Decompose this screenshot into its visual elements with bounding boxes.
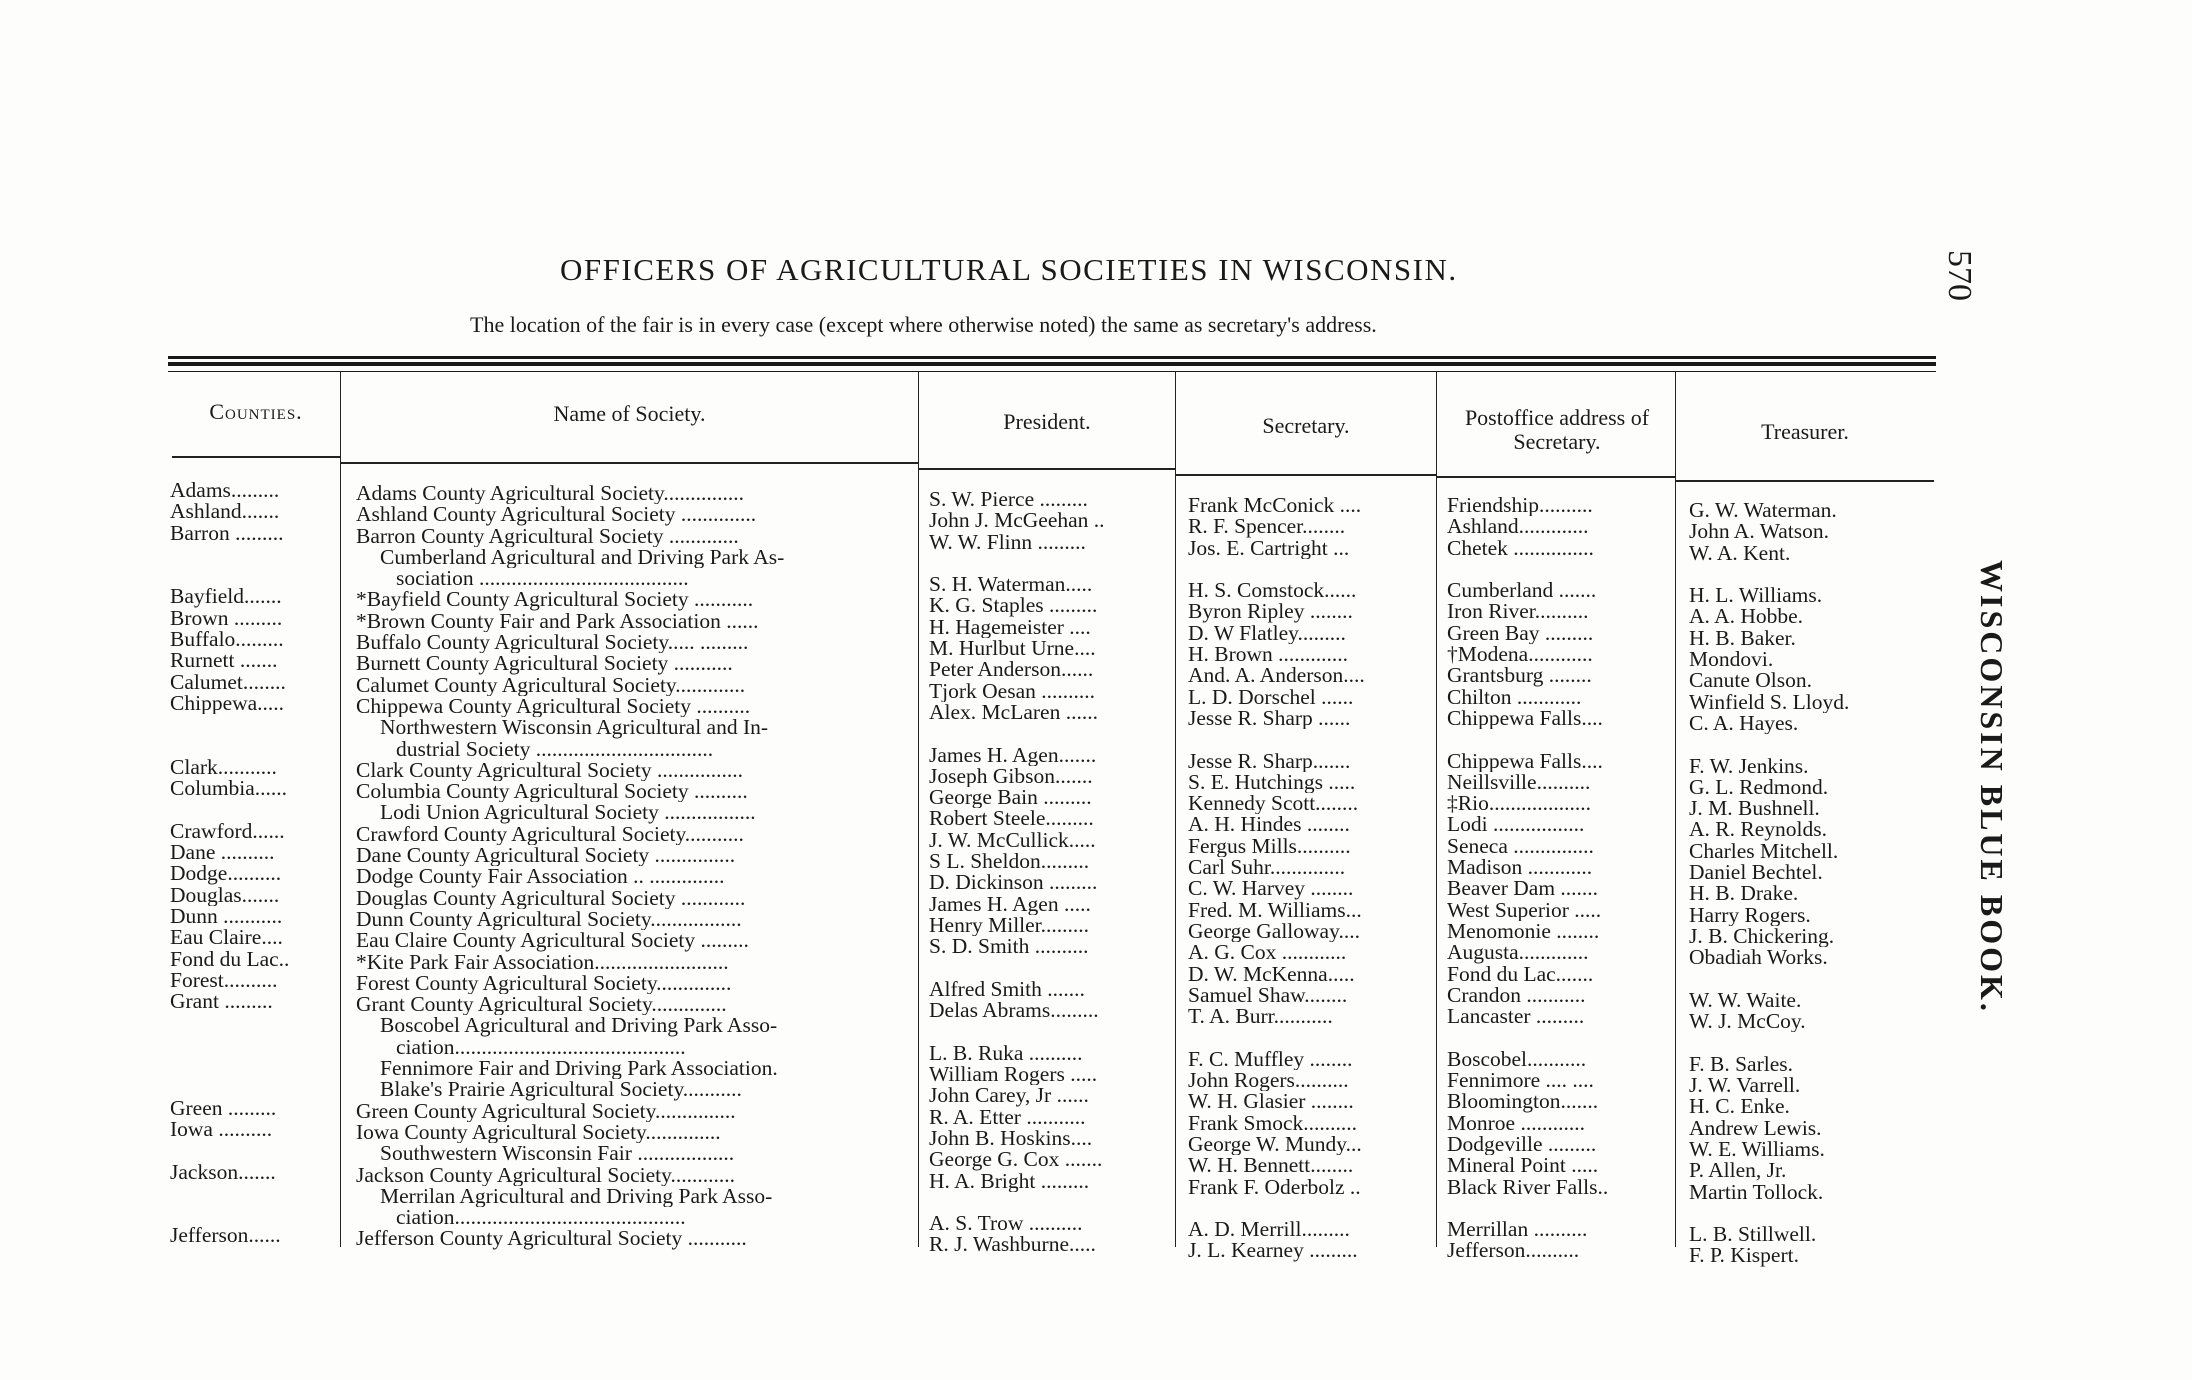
- society-cell: Buffalo County Agricultural Society..... .........: [356, 632, 749, 654]
- header-postoffice: Postoffice address of Secretary.: [1464, 405, 1650, 454]
- secretary-cell: And. A. Anderson....: [1188, 665, 1365, 687]
- president-cell: Alfred Smith .......: [929, 978, 1085, 1001]
- president-cell: Henry Miller.........: [929, 914, 1090, 937]
- treasurer-cell: W. J. McCoy.: [1689, 1011, 1806, 1033]
- treasurer-cell: H. L. Williams.: [1689, 585, 1823, 607]
- postoffice-cell: Grantsburg ........: [1447, 665, 1592, 687]
- society-cell: *Brown County Fair and Park Association ......: [356, 610, 759, 633]
- society-cell: sociation .......................................: [396, 568, 689, 590]
- treasurer-cell: [1689, 1203, 1933, 1224]
- secretary-cell: J. L. Kearney .........: [1188, 1240, 1358, 1262]
- president-cell: W. W. Flinn .........: [929, 531, 1086, 553]
- county-cell: [170, 714, 338, 735]
- secretary-cell: S. E. Hutchings .....: [1188, 771, 1356, 794]
- society-cell: *Kite Park Fair Association.........................: [356, 951, 729, 973]
- county-cell: Fond du Lac..: [170, 948, 290, 970]
- treasurer-cell: F. B. Sarles.: [1689, 1053, 1793, 1076]
- header-rule: [1676, 480, 1934, 482]
- treasurer-cell: Harry Rogers.: [1689, 904, 1811, 926]
- postoffice-cell: Friendship..........: [1447, 495, 1593, 517]
- president-cell: J. W. McCullick.....: [929, 829, 1096, 852]
- postoffice-cell: [1447, 1027, 1673, 1048]
- header-rule: [1176, 474, 1436, 476]
- society-cell: Jefferson County Agricultural Society ...........: [356, 1228, 747, 1250]
- treasurer-cell: F. W. Jenkins.: [1689, 755, 1809, 777]
- postoffice-cell: Beaver Dam .......: [1447, 878, 1599, 900]
- counties-column: [170, 480, 338, 1247]
- secretary-cell: R. F. Spencer........: [1188, 516, 1346, 538]
- society-cell: Blake's Prairie Agricultural Society...........: [380, 1079, 742, 1101]
- treasurer-cell: C. A. Hayes.: [1689, 712, 1799, 735]
- society-cell: ciation...........................................: [396, 1207, 686, 1229]
- president-cell: John B. Hoskins....: [929, 1127, 1093, 1150]
- secretary-cell: George Galloway....: [1188, 920, 1360, 943]
- header-counties: Counties.: [209, 399, 303, 424]
- treasurer-cell: A. A. Hobbe.: [1689, 606, 1804, 628]
- header-rule: [1437, 476, 1675, 478]
- postoffice-cell: Green Bay .........: [1447, 622, 1594, 645]
- treasurer-cell: J. B. Chickering.: [1689, 925, 1835, 948]
- county-cell: Green .........: [170, 1097, 277, 1119]
- county-cell: [170, 736, 338, 757]
- postoffice-cell: Seneca ...............: [1447, 835, 1594, 858]
- secretary-cell: Jesse R. Sharp ......: [1188, 707, 1351, 730]
- treasurer-cell: L. B. Stillwell.: [1689, 1224, 1817, 1246]
- secretary-cell: [1188, 1027, 1434, 1048]
- society-cell: Southwestern Wisconsin Fair ..................: [380, 1143, 735, 1165]
- treasurer-cell: [1689, 1032, 1933, 1053]
- president-cell: George G. Cox .......: [929, 1149, 1103, 1171]
- secretary-cell: A. D. Merrill.........: [1188, 1219, 1350, 1241]
- secretary-cell: George W. Mundy...: [1188, 1133, 1362, 1156]
- column-divider: [1675, 372, 1676, 1247]
- secretary-cell: D. W. McKenna.....: [1188, 963, 1355, 985]
- president-cell: K. G. Staples .........: [929, 595, 1098, 617]
- county-cell: Grant .........: [170, 991, 273, 1013]
- treasurer-cell: Winfield S. Lloyd.: [1689, 691, 1850, 713]
- page-title: OFFICERS OF AGRICULTURAL SOCIETIES IN WISCONSIN.: [560, 252, 1458, 287]
- secretary-cell: L. D. Dorschel ......: [1188, 686, 1354, 708]
- society-cell: Cumberland Agricultural and Driving Park As-: [380, 546, 785, 569]
- treasurer-cell: W. E. Williams.: [1689, 1138, 1825, 1161]
- president-cell: L. B. Ruka ..........: [929, 1042, 1083, 1065]
- county-cell: [170, 799, 338, 820]
- president-cell: R. A. Etter ...........: [929, 1106, 1086, 1128]
- secretary-cell: F. C. Muffley ........: [1188, 1048, 1353, 1071]
- county-cell: [170, 1012, 338, 1033]
- postoffice-cell: [1447, 559, 1673, 580]
- secretary-cell: [1188, 729, 1434, 750]
- postoffice-cell: Jefferson..........: [1447, 1240, 1580, 1262]
- county-cell: Rurnett .......: [170, 650, 278, 672]
- secretary-cell: A. H. Hindes ........: [1188, 814, 1350, 836]
- county-cell: Jackson.......: [170, 1161, 276, 1183]
- county-cell: [170, 1140, 338, 1161]
- society-cell: Green County Agricultural Society...............: [356, 1100, 736, 1122]
- president-cell: Tjork Oesan ..........: [929, 680, 1095, 702]
- president-cell: S. H. Waterman.....: [929, 574, 1093, 596]
- column-divider: [1436, 372, 1437, 1247]
- society-cell: Ashland County Agricultural Society ..............: [356, 504, 757, 526]
- president-cell: [929, 958, 1173, 979]
- secretary-cell: John Rogers..........: [1188, 1070, 1349, 1092]
- president-cell: H. A. Bright .........: [929, 1170, 1090, 1192]
- county-cell: Clark...........: [170, 756, 277, 779]
- president-cell: H. Hagemeister ....: [929, 616, 1091, 639]
- postoffice-cell: Chetek ...............: [1447, 537, 1594, 559]
- treasurer-cell: Andrew Lewis.: [1689, 1117, 1822, 1139]
- county-cell: Dunn ...........: [170, 905, 283, 928]
- header-treasurer: Treasurer.: [1761, 419, 1849, 444]
- treasurer-cell: A. R. Reynolds.: [1689, 819, 1827, 841]
- secretary-cell: Jesse R. Sharp.......: [1188, 750, 1351, 772]
- secretary-cell: Frank F. Oderbolz ..: [1188, 1176, 1361, 1198]
- president-cell: John J. McGeehan ..: [929, 510, 1105, 532]
- postoffice-cell: Black River Falls..: [1447, 1176, 1609, 1198]
- postoffice-cell: Monroe ............: [1447, 1112, 1585, 1134]
- county-cell: Barron .........: [170, 522, 284, 544]
- running-head: WISCONSIN BLUE BOOK.: [1974, 560, 2010, 1014]
- secretary-cell: Carl Suhr..............: [1188, 857, 1346, 879]
- postoffice-cell: Menomonie ........: [1447, 920, 1600, 943]
- postoffice-cell: Fond du Lac.......: [1447, 963, 1594, 985]
- society-cell: Dunn County Agricultural Society.................: [356, 908, 742, 931]
- treasurer-cell: Daniel Bechtel.: [1689, 862, 1823, 884]
- header-rule: [919, 468, 1175, 470]
- county-cell: Calumet........: [170, 671, 286, 693]
- header-rule: [172, 456, 340, 458]
- president-cell: [929, 1021, 1173, 1042]
- county-cell: Dane ..........: [170, 842, 275, 864]
- column-divider: [340, 372, 341, 1247]
- president-cell: [929, 1192, 1173, 1213]
- column-divider: [1175, 372, 1176, 1247]
- header-secretary: Secretary.: [1262, 413, 1350, 438]
- county-cell: [170, 565, 338, 586]
- postoffice-cell: Cumberland .......: [1447, 580, 1597, 602]
- society-cell: Fennimore Fair and Driving Park Association.: [380, 1058, 778, 1080]
- president-cell: Alex. McLaren ......: [929, 701, 1098, 724]
- society-cell: Calumet County Agricultural Society.............: [356, 674, 746, 696]
- county-cell: Iowa ..........: [170, 1118, 273, 1141]
- postoffice-cell: Merrillan ..........: [1447, 1219, 1588, 1241]
- header-rule: [341, 462, 918, 464]
- county-cell: Bayfield.......: [170, 586, 282, 608]
- president-cell: William Rogers .....: [929, 1064, 1098, 1086]
- treasurer-cell: J. M. Bushnell.: [1689, 798, 1820, 820]
- treasurer-cell: H. C. Enke.: [1689, 1096, 1790, 1118]
- postoffice-cell: Madison ............: [1447, 857, 1593, 879]
- secretary-cell: Samuel Shaw........: [1188, 984, 1348, 1007]
- society-cell: dustrial Society .................................: [396, 738, 714, 760]
- secretary-cell: Frank Smock..........: [1188, 1112, 1358, 1134]
- president-cell: S. D. Smith ..........: [929, 936, 1089, 958]
- county-cell: Eau Claire....: [170, 927, 283, 949]
- society-cell: Barron County Agricultural Society .............: [356, 525, 739, 547]
- treasurer-cell: P. Allen, Jr.: [1689, 1160, 1787, 1182]
- treasurer-cell: W. A. Kent.: [1689, 542, 1791, 564]
- county-cell: Crawford......: [170, 820, 285, 843]
- secretary-cell: Fred. M. Williams...: [1188, 899, 1362, 921]
- society-cell: Adams County Agricultural Society...............: [356, 483, 744, 505]
- postoffice-cell: [1447, 1198, 1673, 1219]
- treasurers-column: [1689, 500, 1933, 1267]
- postoffice-cell: Dodgeville .........: [1447, 1133, 1597, 1156]
- county-cell: Chippewa.....: [170, 692, 285, 715]
- page-number: 570: [1941, 250, 1978, 301]
- page-subtitle: The location of the fair is in every case (except where otherwise noted) the same as secretary's address.: [470, 312, 1377, 337]
- society-cell: Clark County Agricultural Society ................: [356, 759, 743, 782]
- president-cell: M. Hurlbut Urne....: [929, 638, 1096, 660]
- secretary-cell: W. H. Glasier ........: [1188, 1091, 1354, 1113]
- county-cell: Buffalo.........: [170, 629, 284, 651]
- treasurer-cell: [1689, 969, 1933, 990]
- society-cell: ciation...........................................: [396, 1036, 686, 1059]
- top-rule: [168, 362, 1936, 366]
- treasurer-cell: H. B. Drake.: [1689, 883, 1799, 905]
- society-cell: *Bayfield County Agricultural Society ...........: [356, 589, 754, 611]
- secretary-cell: Byron Ripley ........: [1188, 601, 1353, 623]
- postoffice-cell: Chippewa Falls....: [1447, 707, 1603, 730]
- county-cell: [170, 1204, 338, 1225]
- postoffice-cell: Lancaster .........: [1447, 1006, 1585, 1028]
- secretary-cell: W. H. Bennett........: [1188, 1155, 1354, 1177]
- county-cell: Brown .........: [170, 607, 283, 630]
- treasurer-cell: J. W. Varrell.: [1689, 1075, 1801, 1097]
- postoffice-cell: ‡Rio...................: [1447, 793, 1591, 815]
- postoffice-cell: Chippewa Falls....: [1447, 750, 1603, 772]
- president-cell: S L. Sheldon.........: [929, 851, 1090, 873]
- society-cell: Jackson County Agricultural Society............: [356, 1164, 735, 1186]
- secretary-cell: Fergus Mills..........: [1188, 835, 1351, 858]
- treasurer-cell: John A. Watson.: [1689, 521, 1830, 543]
- postoffice-cell: Mineral Point .....: [1447, 1155, 1599, 1177]
- secretary-cell: Jos. E. Cartright ...: [1188, 537, 1350, 559]
- top-rule: [168, 356, 1936, 359]
- president-cell: D. Dickinson .........: [929, 872, 1098, 894]
- societies-column: [356, 483, 916, 1250]
- secretary-cell: [1188, 1198, 1434, 1219]
- president-cell: S. W. Pierce .........: [929, 489, 1088, 511]
- secretary-cell: [1188, 559, 1434, 580]
- postoffice-cell: West Superior .....: [1447, 899, 1602, 921]
- society-cell: Eau Claire County Agricultural Society .........: [356, 930, 749, 952]
- county-cell: [170, 1183, 338, 1204]
- county-cell: [170, 544, 338, 565]
- county-cell: [170, 1076, 338, 1097]
- treasurer-cell: [1689, 734, 1933, 755]
- secretary-cell: H. Brown .............: [1188, 644, 1349, 666]
- president-cell: Joseph Gibson.......: [929, 765, 1093, 788]
- president-cell: George Bain .........: [929, 787, 1092, 809]
- treasurer-cell: [1689, 564, 1933, 585]
- secretary-cell: Kennedy Scott........: [1188, 793, 1359, 815]
- secretary-cell: Frank McConick ....: [1188, 495, 1362, 517]
- society-cell: Burnett County Agricultural Society ...........: [356, 653, 733, 675]
- county-cell: Jefferson......: [170, 1225, 281, 1247]
- treasurer-cell: W. W. Waite.: [1689, 989, 1802, 1012]
- county-cell: Douglas.......: [170, 884, 280, 906]
- treasurer-cell: G. W. Waterman.: [1689, 500, 1837, 522]
- postoffice-cell: Lodi .................: [1447, 814, 1585, 836]
- society-cell: Boscobel Agricultural and Driving Park Asso-: [380, 1015, 778, 1037]
- society-cell: Columbia County Agricultural Society ..........: [356, 781, 748, 803]
- postoffice-cell: Bloomington.......: [1447, 1091, 1599, 1113]
- society-cell: Douglas County Agricultural Society ............: [356, 887, 746, 909]
- postoffice-cell: [1447, 729, 1673, 750]
- postoffice-cell: †Modena............: [1447, 644, 1593, 666]
- society-cell: Grant County Agricultural Society..............: [356, 994, 727, 1016]
- president-cell: James H. Agen .....: [929, 893, 1091, 915]
- header-president: President.: [1003, 409, 1091, 434]
- society-cell: Crawford County Agricultural Society...........: [356, 823, 744, 846]
- postoffice-cell: Crandon ...........: [1447, 984, 1586, 1007]
- county-cell: Adams.........: [170, 480, 280, 502]
- postoffice-cell: Augusta.............: [1447, 942, 1589, 964]
- treasurer-cell: Mondovi.: [1689, 649, 1774, 671]
- society-cell: Iowa County Agricultural Society..............: [356, 1121, 721, 1144]
- treasurer-cell: Charles Mitchell.: [1689, 840, 1839, 863]
- column-divider: [918, 372, 919, 1247]
- secretaries-column: [1188, 495, 1434, 1262]
- president-cell: R. J. Washburne.....: [929, 1234, 1096, 1256]
- society-cell: Forest County Agricultural Society..............: [356, 972, 732, 995]
- society-cell: Northwestern Wisconsin Agricultural and In-: [380, 717, 769, 739]
- treasurer-cell: Canute Olson.: [1689, 670, 1813, 692]
- postoffice-cell: Boscobel...........: [1447, 1048, 1587, 1071]
- postoffice-cell: Ashland.............: [1447, 516, 1589, 538]
- president-cell: Peter Anderson......: [929, 659, 1094, 681]
- society-cell: Merrilan Agricultural and Driving Park Asso-: [380, 1185, 773, 1208]
- secretary-cell: H. S. Comstock......: [1188, 580, 1357, 602]
- county-cell: [170, 1055, 338, 1076]
- county-cell: Ashland.......: [170, 501, 280, 523]
- top-rule: [168, 371, 1936, 372]
- county-cell: [170, 1034, 338, 1055]
- secretary-cell: D. W Flatley.........: [1188, 622, 1346, 645]
- treasurer-cell: F. P. Kispert.: [1689, 1245, 1799, 1267]
- postoffice-cell: Neillsville..........: [1447, 771, 1591, 794]
- secretary-cell: A. G. Cox ............: [1188, 942, 1347, 964]
- county-cell: Forest..........: [170, 969, 278, 992]
- president-cell: [929, 723, 1173, 744]
- society-cell: Chippewa County Agricultural Society ..........: [356, 695, 751, 718]
- president-cell: Delas Abrams.........: [929, 1000, 1099, 1022]
- president-cell: [929, 553, 1173, 574]
- treasurer-cell: H. B. Baker.: [1689, 627, 1796, 650]
- secretary-cell: C. W. Harvey ........: [1188, 878, 1354, 900]
- society-cell: Lodi Union Agricultural Society .................: [380, 802, 756, 824]
- president-cell: John Carey, Jr ......: [929, 1085, 1089, 1107]
- secretary-cell: T. A. Burr...........: [1188, 1006, 1333, 1028]
- postoffice-cell: Iron River..........: [1447, 601, 1589, 623]
- postoffice-cell: Fennimore .... ....: [1447, 1070, 1594, 1092]
- treasurer-cell: G. L. Redmond.: [1689, 776, 1829, 799]
- county-cell: Dodge..........: [170, 863, 282, 885]
- society-cell: Dane County Agricultural Society ...............: [356, 845, 736, 867]
- presidents-column: [929, 489, 1173, 1256]
- treasurer-cell: Martin Tollock.: [1689, 1181, 1824, 1203]
- president-cell: A. S. Trow ..........: [929, 1213, 1083, 1235]
- county-cell: Columbia......: [170, 778, 288, 800]
- society-cell: Dodge County Fair Association .. ..............: [356, 866, 725, 888]
- header-society: Name of Society.: [553, 401, 706, 426]
- postoffice-cell: Chilton ............: [1447, 686, 1582, 708]
- treasurer-cell: Obadiah Works.: [1689, 947, 1828, 969]
- postoffices-column: [1447, 495, 1673, 1262]
- president-cell: James H. Agen.......: [929, 744, 1097, 766]
- president-cell: Robert Steele.........: [929, 808, 1094, 830]
